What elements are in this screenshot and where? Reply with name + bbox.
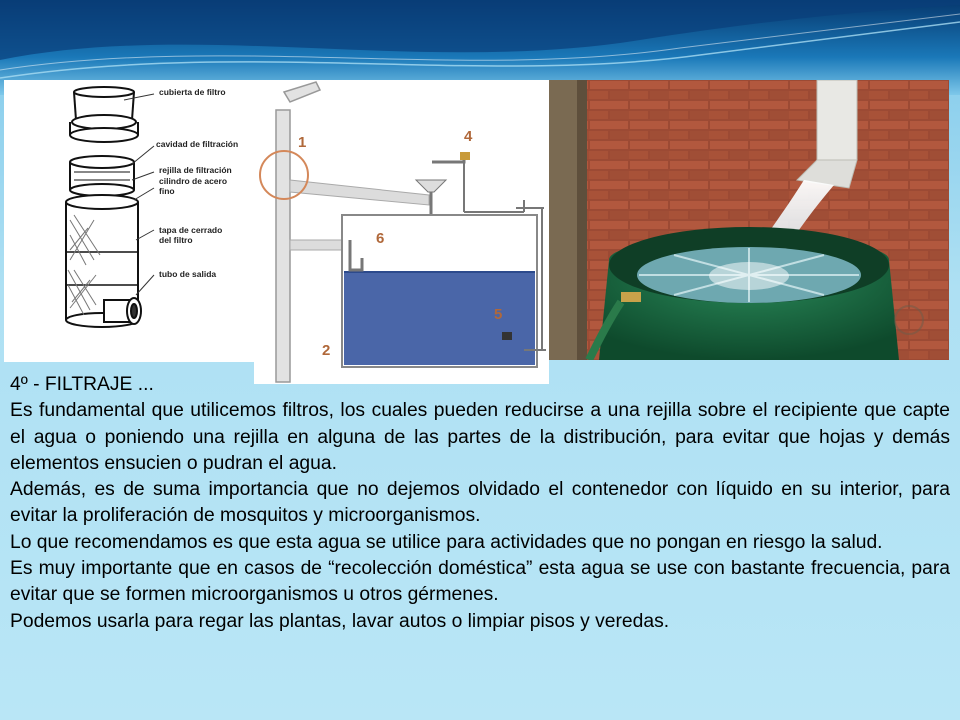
paragraph-uses: Podemos usarla para regar las plantas, lavar autos o limpiar pisos y veredas. xyxy=(10,610,670,632)
label-filtration-grid: rejilla de filtración xyxy=(159,165,232,175)
label-steel-cylinder-fine: fino xyxy=(159,186,175,196)
callout-1: 1 xyxy=(298,134,307,151)
callout-6: 6 xyxy=(376,230,385,247)
label-filtration-cavity: cavidad de filtración xyxy=(156,139,239,149)
callout-4: 4 xyxy=(464,128,473,145)
paragraph-container: Además, es de suma importancia que no dejemos olvidado el contenedor con líquido en su interior, para evitar la proliferación de mosquitos y microorganismos. xyxy=(10,479,950,527)
filter-diagram xyxy=(4,80,254,362)
rain-barrel-photo xyxy=(549,80,949,360)
slide-text xyxy=(10,372,950,635)
paragraph-filters: Es fundamental que utilicemos filtros, los cuales pueden reducirse a una rejilla sobre el recipiente que capte el agua o poniendo una rejilla en alguna de las partes de la distribución, para evitar que hojas y demás elementos ensucien o pudran el agua. xyxy=(10,400,950,474)
label-outlet-tube: tubo de salida xyxy=(159,269,217,279)
label-closing-cap-2: del filtro xyxy=(159,235,193,245)
section-heading: 4º - FILTRAJE ... xyxy=(10,374,154,395)
cistern-diagram xyxy=(254,80,549,384)
paragraph-recommendation: Lo que recomendamos es que esta agua se utilice para actividades que no pongan en riesgo la salud. xyxy=(10,531,883,553)
label-steel-cylinder: cilindro de acero xyxy=(159,176,228,186)
paragraph-domestic-use: Es muy importante que en casos de “recolección doméstica” esta agua se use con bastante frecuencia, para evitar que se formen microorganismos u otros gérmenes. xyxy=(10,558,950,606)
callout-5: 5 xyxy=(494,306,503,323)
label-filter-cover: cubierta de filtro xyxy=(159,87,226,97)
callout-2: 2 xyxy=(322,342,331,359)
label-closing-cap: tapa de cerrado xyxy=(159,225,223,235)
